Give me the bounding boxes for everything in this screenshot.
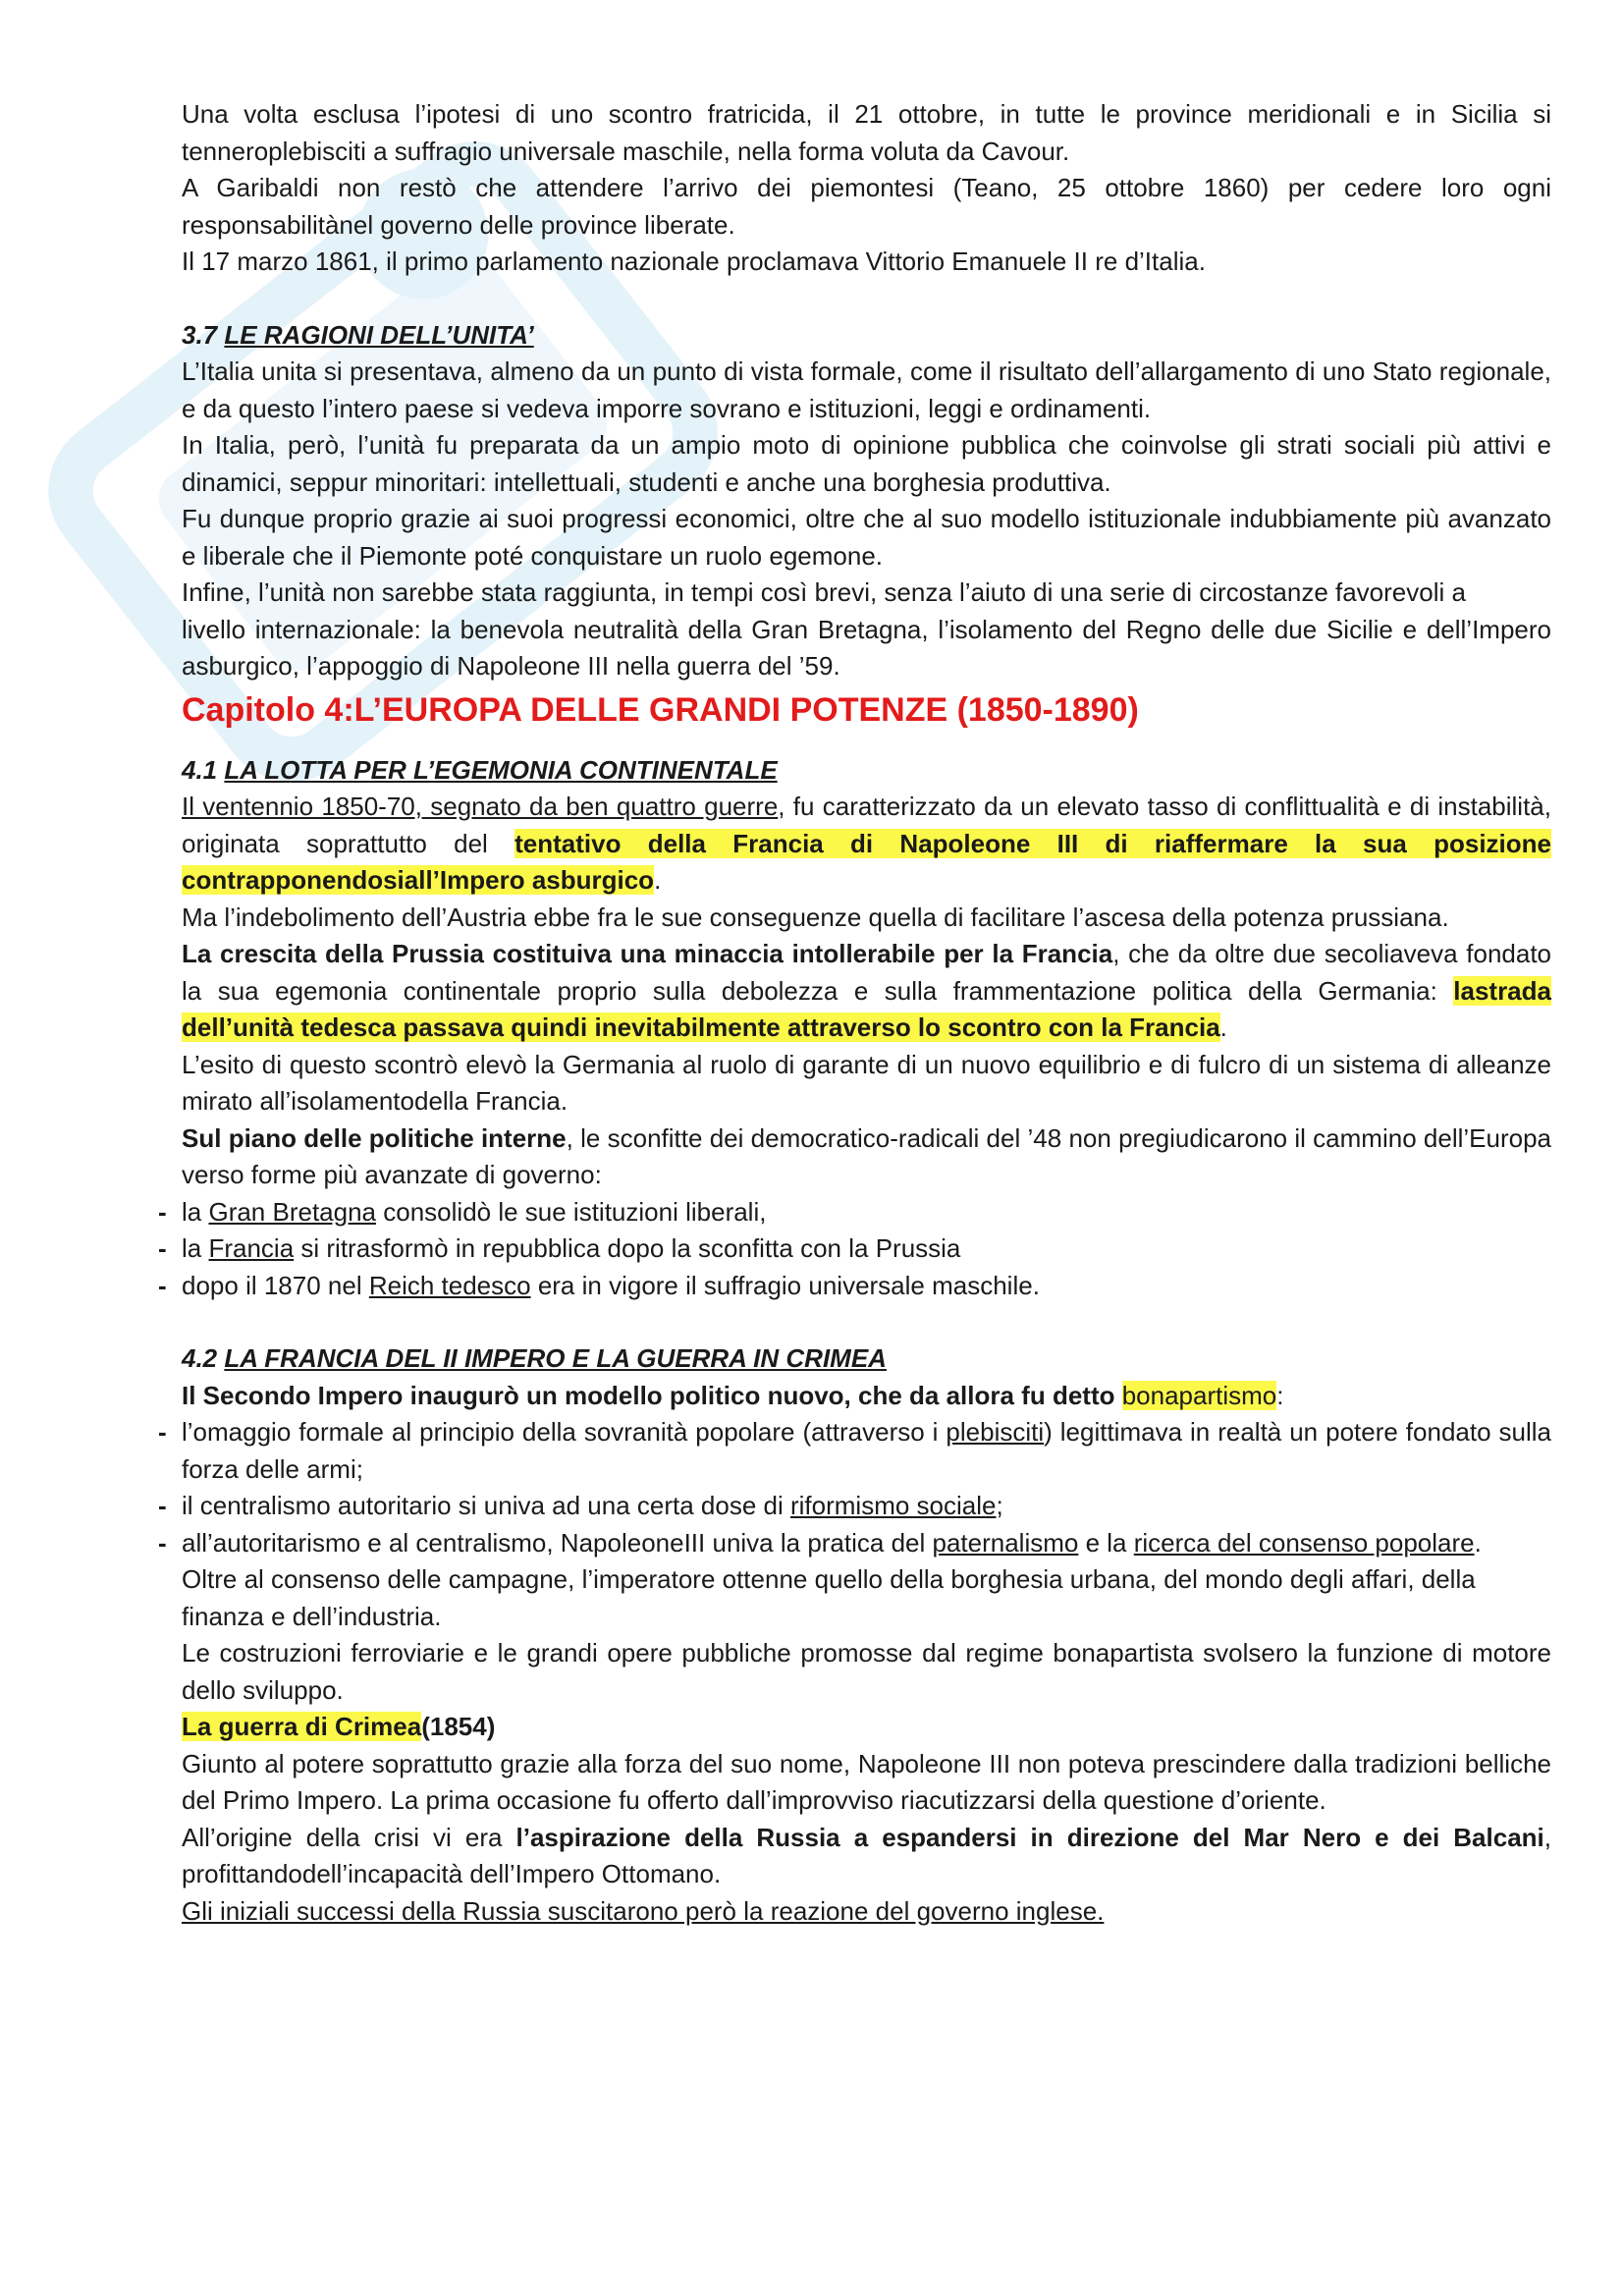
document-page <box>182 96 1551 1930</box>
paragraph: Oltre al consenso delle campagne, l’imperatore ottenne quello della borghesia urbana, del mondo degli affari, della <box>182 1564 1476 1594</box>
bullet-list <box>182 1194 1551 1305</box>
paragraph: All’origine della crisi vi era l’aspirazione della Russia a espandersi in direzione del Mar Nero e dei Balcani, profittandodell’incapacità dell’Impero Ottomano. <box>182 1822 1551 1888</box>
chapter-title: Capitolo 4:L’EUROPA DELLE GRANDI POTENZE (1850-1890) <box>182 690 1139 729</box>
highlight: lastrada dell’unità tedesca passava quindi inevitabilmente attraverso lo scontro con la Francia <box>182 975 1551 1042</box>
paragraph: Il Secondo Impero inaugurò un modello politico nuovo, che da allora fu detto bonapartismo: <box>182 1380 1284 1410</box>
paragraph: Sul piano delle politiche interne, le sconfitte dei democratico-radicali del ’48 non pregiudicarono il cammino dell’Europa verso forme più avanzate di governo: <box>182 1122 1551 1189</box>
paragraph: L’Italia unita si presentava, almeno da un punto di vista formale, come il risultato dell’allargamento di uno Stato regionale, e da questo l’intero paese si vedeva imporre sovrano e istituzioni, leggi e ordinamenti. <box>182 356 1551 423</box>
section-heading-3-7: 3.7 LE RAGIONI DELL’UNITA’ <box>182 319 534 350</box>
section-heading-4-2: 4.2 LA FRANCIA DEL II IMPERO E LA GUERRA IN CRIMEA <box>182 1343 887 1373</box>
paragraph: Infine, l’unità non sarebbe stata raggiunta, in tempi così brevi, senza l’aiuto di una serie di circostanze favorevoli a <box>182 577 1466 607</box>
paragraph: In Italia, però, l’unità fu preparata da un ampio moto di opinione pubblica che coinvolse gli strati sociali più attivi e dinamici, seppur minoritari: intellettuali, studenti e anche una borghesia produttiva. <box>182 430 1551 497</box>
bullet-list <box>182 1414 1551 1561</box>
list-item: - la Francia si ritrasformò in repubblica dopo la sconfitta con la Prussia <box>182 1230 1551 1268</box>
paragraph: livello internazionale: la benevola neutralità della Gran Bretagna, l’isolamento del Regno delle due Sicilie e dell’Impero asburgico, l’appoggio di Napoleone III nella guerra del ’59. <box>182 614 1551 681</box>
subheading-crimea: La guerra di Crimea(1854) <box>182 1712 496 1741</box>
list-item: - il centralismo autoritario si univa ad una certa dose di riformismo sociale; <box>182 1488 1551 1525</box>
list-item: - dopo il 1870 nel Reich tedesco era in vigore il suffragio universale maschile. <box>182 1268 1551 1305</box>
paragraph: Gli iniziali successi della Russia suscitarono però la reazione del governo inglese. <box>182 1895 1105 1926</box>
paragraph: A Garibaldi non restò che attendere l’arrivo dei piemontesi (Teano, 25 ottobre 1860) per cedere loro ogni responsabilitànel governo delle province liberate. <box>182 173 1551 240</box>
paragraph: Il 17 marzo 1861, il primo parlamento nazionale proclamava Vittorio Emanuele II re d’Italia. <box>182 246 1206 276</box>
paragraph: La crescita della Prussia costituiva una minaccia intollerabile per la Francia, che da oltre due secoliaveva fondato la sua egemonia continentale proprio sulla debolezza e sulla frammentazione politica della Germania: lastrada dell’unità tedesca passava quindi inevitabilmente attraverso lo scontro con la Francia. <box>182 939 1552 1042</box>
paragraph: finanza e dell’industria. <box>182 1601 442 1631</box>
section-heading-4-1: 4.1 LA LOTTA PER L’EGEMONIA CONTINENTALE <box>182 754 778 785</box>
paragraph: Una volta esclusa l’ipotesi di uno scontro fratricida, il 21 ottobre, in tutte le province meridionali e in Sicilia si tenneroplebisciti a suffragio universale maschile, nella forma voluta da Cavour. <box>182 99 1551 166</box>
highlight: tentativo della Francia di Napoleone III di riaffermare la sua posizione contrapponendosiall’Impero asburgico <box>182 828 1551 895</box>
paragraph: Le costruzioni ferroviarie e le grandi opere pubbliche promosse dal regime bonapartista svolsero la funzione di motore dello sviluppo. <box>182 1638 1551 1705</box>
list-item: - la Gran Bretagna consolidò le sue istituzioni liberali, <box>182 1194 1551 1231</box>
highlight: bonapartismo <box>1121 1380 1277 1410</box>
list-item: - l’omaggio formale al principio della sovranità popolare (attraverso i plebisciti) legittimava in realtà un potere fondato sulla forza delle armi; <box>182 1414 1551 1488</box>
list-item: - all’autoritarismo e al centralismo, NapoleoneIII univa la pratica del paternalismo e la ricerca del consenso popolare. <box>182 1525 1551 1562</box>
paragraph: L’esito di questo scontrò elevò la Germania al ruolo di garante di un nuovo equilibrio e di fulcro di un sistema di alleanze mirato all’isolamentodella Francia. <box>182 1049 1551 1116</box>
paragraph: Il ventennio 1850-70, segnato da ben quattro guerre, fu caratterizzato da un elevato tasso di conflittualità e di instabilità, originata soprattutto del tentativo della Francia di Napoleone III di riaffermare la sua posizione contrapponendosiall’Impero asburgico. <box>182 792 1551 895</box>
paragraph: Giunto al potere soprattutto grazie alla forza del suo nome, Napoleone III non poteva prescindere dalla tradizioni belliche del Primo Impero. La prima occasione fu offerto dall’improvviso riacutizzarsi della questione d’oriente. <box>182 1748 1551 1815</box>
paragraph: Ma l’indebolimento dell’Austria ebbe fra le sue conseguenze quella di facilitare l’ascesa della potenza prussiana. <box>182 902 1449 932</box>
paragraph: Fu dunque proprio grazie ai suoi progressi economici, oltre che al suo modello istituzionale indubbiamente più avanzato e liberale che il Piemonte poté conquistare un ruolo egemone. <box>182 504 1551 571</box>
